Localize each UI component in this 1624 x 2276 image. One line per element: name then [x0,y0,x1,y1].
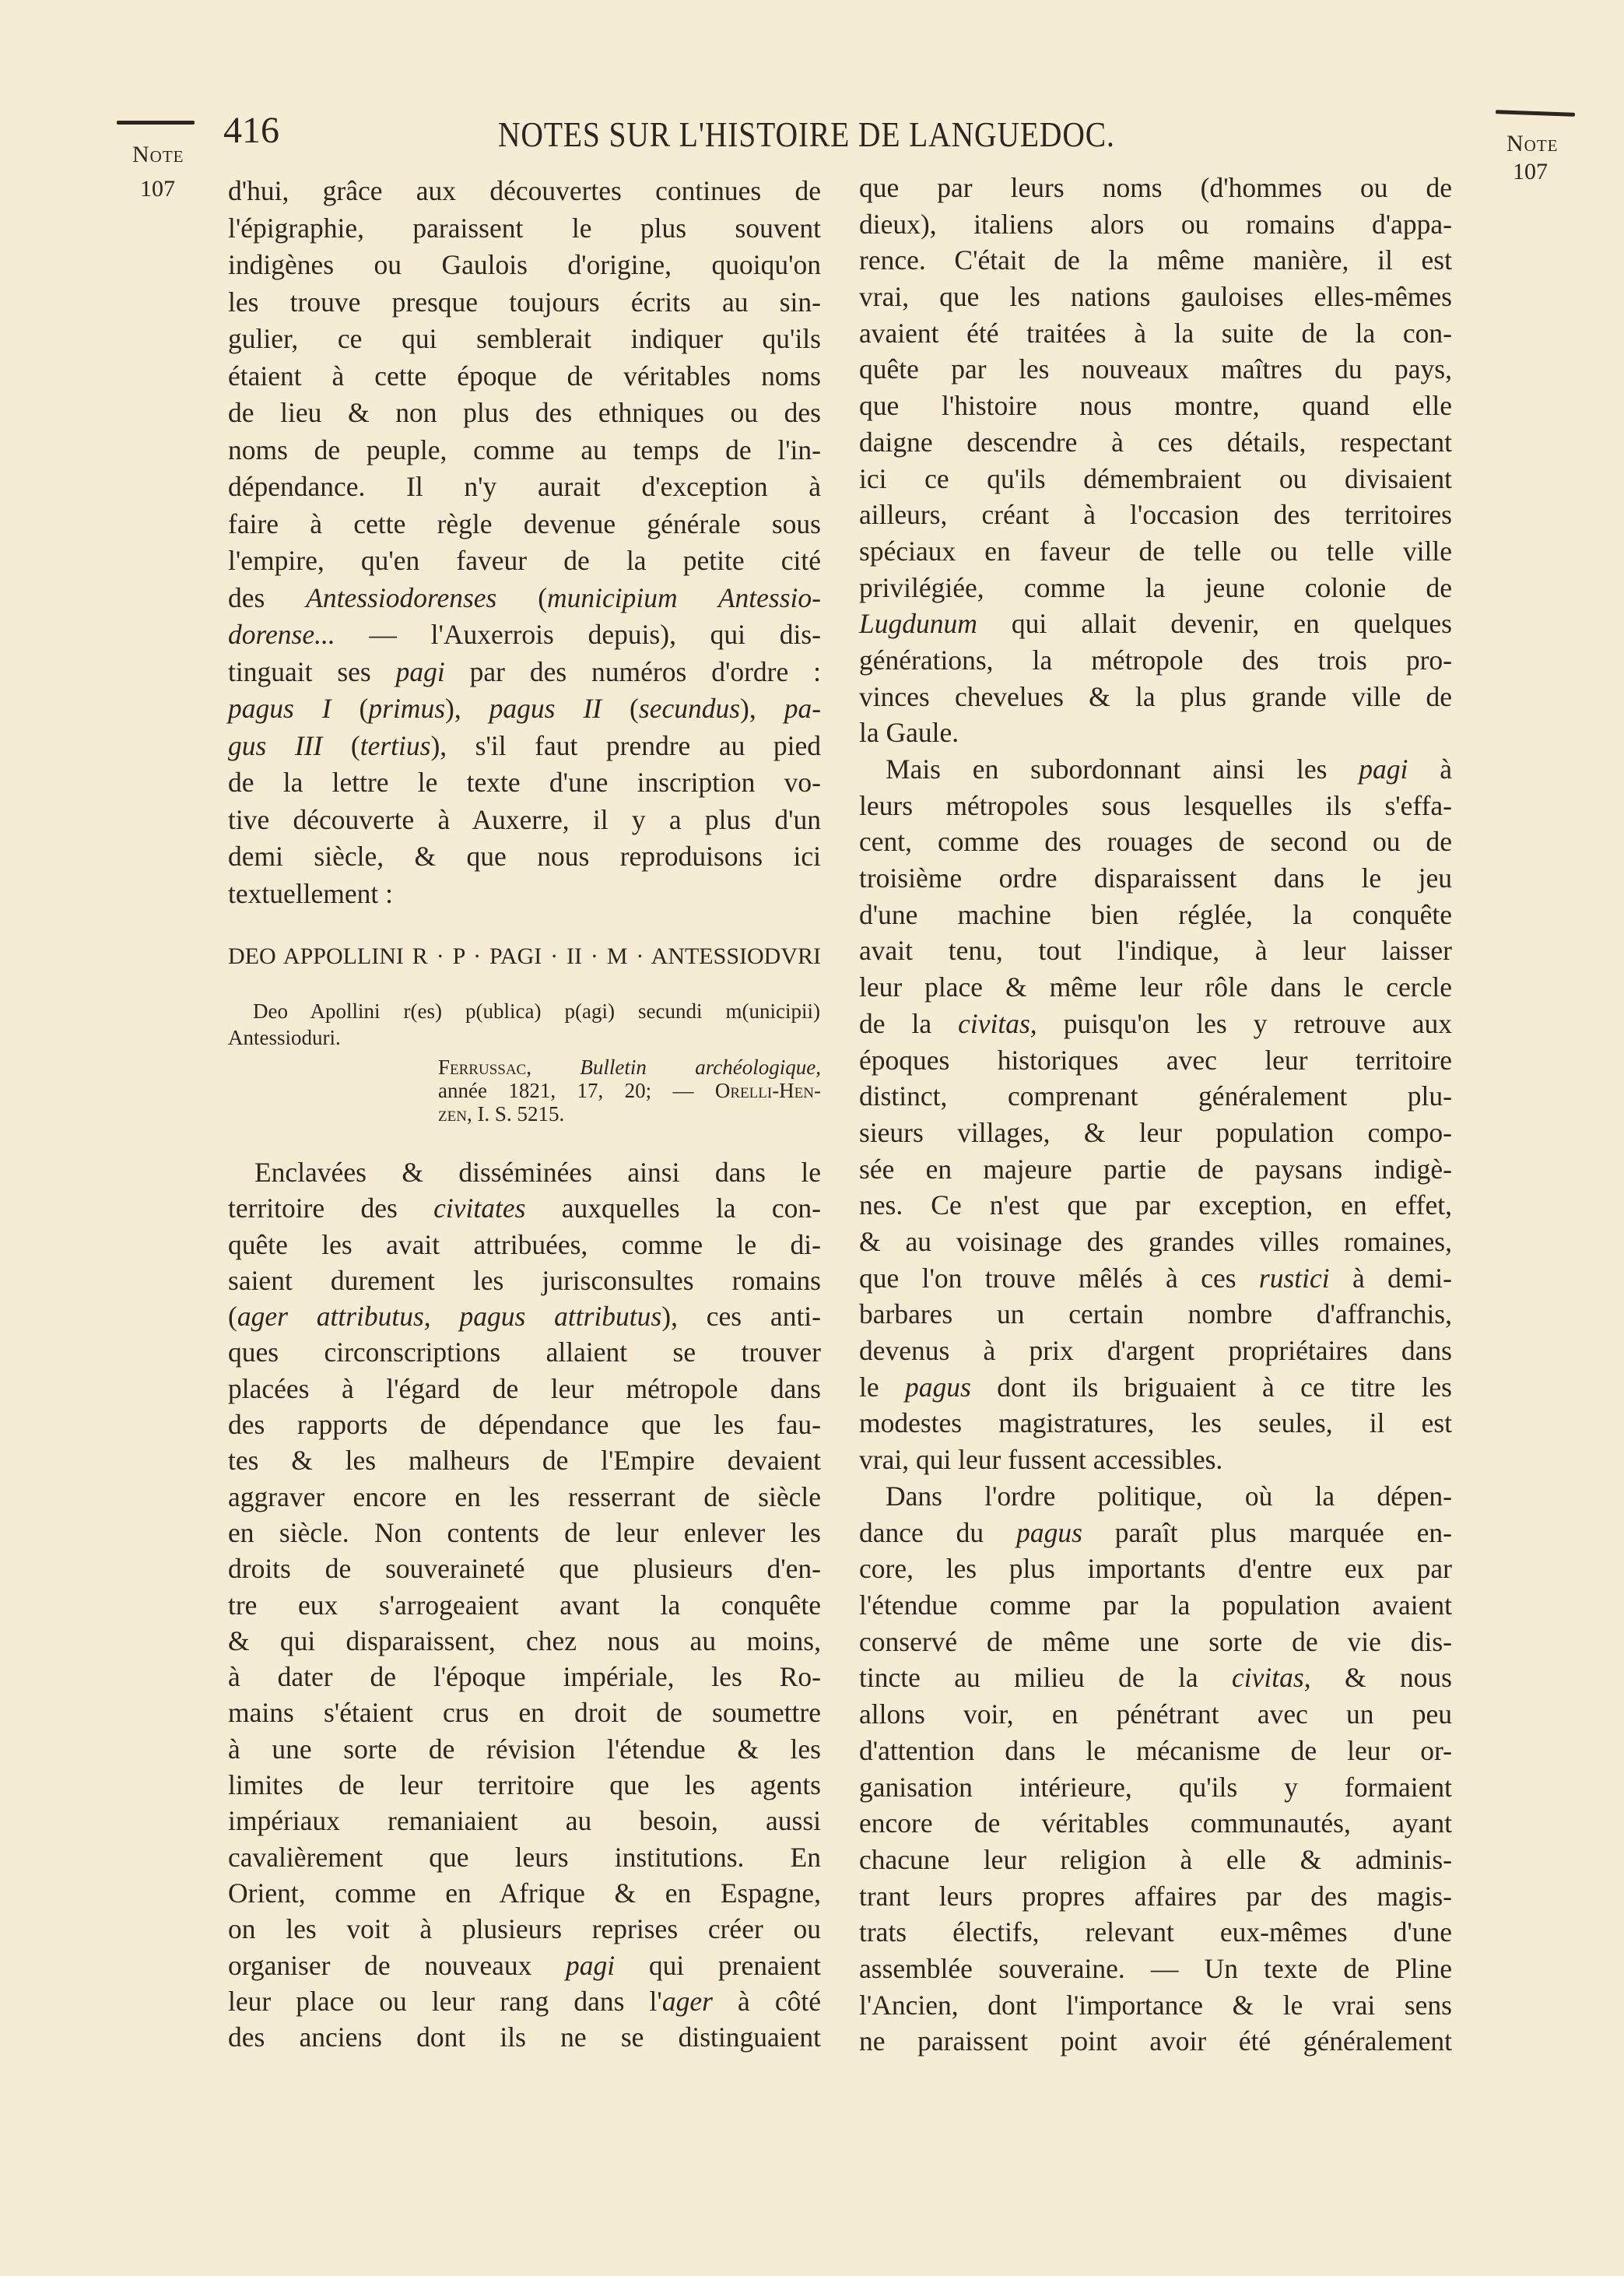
text-run: devenus à prix d'argent propriétaires dans [859,1335,1452,1366]
italic-text: pagi [1359,753,1408,785]
text-line [859,1914,1452,1951]
text-run: demi siècle, & que nous reproduisons ici [228,841,821,872]
inscription-expansion-line-2: Antessioduri. [228,1026,341,1049]
text-run: l'empire, qu'en faveur de la petite cité [228,545,821,576]
text-line [859,1224,1452,1260]
text-line [228,690,821,728]
text-line [228,358,821,395]
text-line [859,1733,1452,1769]
text-line [859,1624,1452,1660]
text-run: & au voisinage des grandes villes romaines, [859,1225,1452,1257]
source-year: année 1821, 17, 20; — [438,1079,715,1102]
text-run: à [1408,753,1452,785]
text-line [859,969,1452,1006]
text-run: Mais en subordonnant ainsi les [886,753,1359,785]
text-line [228,1587,821,1623]
text-line [228,654,821,691]
text-line [228,1154,821,1190]
text-line [228,1407,821,1442]
text-run: nes. Ce n'est que par exception, en effet, [859,1189,1452,1221]
italic-text: ager attributus, pagus attributus [237,1301,662,1333]
text-run: core, les plus importants d'entre eux par [859,1553,1452,1585]
text-line [228,469,821,506]
text-line [859,424,1452,461]
text-run: de la lettre le texte d'une inscription vo- [228,767,821,798]
text-run: ( [331,693,369,724]
text-run: ( [322,729,360,761]
text-line [228,1623,821,1659]
source-author: Ferrussac, [438,1055,531,1079]
text-run: ), [445,693,489,724]
text-line [859,1369,1452,1406]
margin-note-label-left: Note [132,142,184,167]
text-run: générations, la métropole des trois pro- [859,644,1452,676]
text-run: textuellement : [228,877,393,909]
left-column-paragraph-1 [228,173,821,912]
text-line [859,788,1452,824]
italic-text: pagus I [228,693,331,724]
italic-text: dorense... [228,619,335,650]
text-line [859,606,1452,642]
text-line [228,616,821,654]
source-second-author: Orelli-Hen- [714,1079,821,1102]
text-line [228,1875,821,1911]
italic-text: pagi [566,1949,616,1981]
text-run: trant leurs propres affaires par des magis- [859,1880,1452,1912]
text-run: organiser de nouveaux [228,1949,566,1981]
text-line [228,210,821,248]
text-line [228,543,821,580]
text-run: le [859,1371,906,1403]
text-run: paraît plus marquée en- [1082,1516,1452,1548]
page-number: 416 [223,110,279,151]
text-run: vrai, que les nations gauloises elles-mêmes [859,281,1452,313]
text-run: à dater de l'époque impériale, les Ro- [228,1661,821,1693]
text-line [859,1587,1452,1624]
text-line [859,1296,1452,1333]
text-run: droits de souveraineté que plusieurs d'en- [228,1553,821,1585]
text-line [228,1190,821,1226]
source-reference: , I. S. 5215. [466,1102,565,1126]
text-run: tes & les malheurs de l'Empire devaient [228,1445,821,1477]
italic-text: pa- [784,693,822,724]
text-line [859,1115,1452,1151]
text-line [859,242,1452,279]
running-title: NOTES SUR L'HISTOIRE DE LANGUEDOC. [498,114,1115,154]
text-line [859,1405,1452,1442]
left-column-paragraph-2 [228,1154,821,2055]
text-line [228,1515,821,1551]
text-run: des [228,581,307,613]
text-run: puisqu'on les y retrouve aux [1036,1007,1452,1039]
margin-note-number-right: 107 [1513,159,1548,184]
text-line [859,1187,1452,1224]
inscription-text: DEO APPOLLINI R · P · PAGI · II · M · ANTESSIODVRI [228,943,821,969]
source-second-author-end: zen [438,1102,467,1126]
text-run: quête les avait attribuées, comme le di- [228,1228,821,1260]
text-run: auxquelles la con- [525,1192,821,1224]
italic-text: civitates [433,1192,526,1224]
text-run: sée en majeure partie de paysans indigè- [859,1153,1452,1185]
italic-text: municipium Antessio- [547,581,821,613]
text-run: en siècle. Non contents de leur enlever les [228,1516,821,1548]
text-run: encore de véritables communautés, ayant [859,1807,1452,1839]
text-run: — l'Auxerrois depuis), qui dis- [335,619,821,650]
text-run: noms de peuple, comme au temps de l'in- [228,434,821,465]
margin-note-label-right: Note [1506,131,1559,156]
text-run: à une sorte de révision l'étendue & les [228,1733,821,1765]
text-line [228,432,821,469]
italic-text: tertius [360,729,431,761]
text-line [859,570,1452,606]
text-line [859,533,1452,570]
text-line [228,802,821,839]
text-line [228,284,821,321]
text-run: barbares un certain nombre d'affranchis, [859,1298,1452,1330]
text-run: vinces chevelues & la plus grande ville de [859,680,1452,712]
text-run: allons voir, en pénétrant avec un peu [859,1698,1452,1730]
text-run: que l'on trouve mêlés à ces [859,1262,1259,1294]
italic-text: primus [368,693,446,724]
text-line [859,1078,1452,1115]
text-run: conservé de même une sorte de vie dis- [859,1625,1452,1657]
text-run: rence. C'était de la même manière, il est [859,244,1452,276]
text-run: avaient été traitées à la suite de la con- [859,317,1452,349]
right-column-paragraph-1 [859,170,1452,751]
text-line [859,1842,1452,1878]
italic-text: ager [661,1985,713,2017]
text-line [228,1298,821,1334]
text-line [859,1515,1452,1551]
text-line [859,2023,1452,2060]
text-line [859,860,1452,897]
text-run: assemblée souveraine. — Un texte de Pline [859,1952,1452,1984]
margin-rule-right [1496,110,1575,117]
source-title: Bulletin archéologique, [580,1055,821,1079]
text-run: leur place ou leur rang dans l' [228,1985,662,2017]
text-run: la Gaule. [859,717,959,749]
text-line [859,1951,1452,1987]
italic-text: pagi [395,655,445,687]
text-run: de la [859,1007,959,1039]
text-run: ganisation intérieure, qu'ils y formaient [859,1771,1452,1803]
text-line [228,1948,821,1983]
text-line [859,388,1452,424]
text-run: des anciens dont ils ne se distinguaient [228,2021,821,2053]
text-run: ne paraissent point avoir été généralement [859,2025,1452,2057]
text-run: à demi- [1329,1262,1452,1294]
right-column-paragraph-3 [859,1478,1452,2060]
text-line [228,395,821,432]
text-run: à côté [712,1985,821,2017]
text-line [859,1042,1452,1079]
text-run: limites de leur territoire que les agents [228,1769,821,1801]
text-run: des rapports de dépendance que les fau- [228,1409,821,1441]
text-line [228,1263,821,1298]
text-run: l'Ancien, dont l'importance & le vrai sens [859,1989,1452,2021]
text-run: Orient, comme en Afrique & en Espagne, [228,1877,821,1909]
text-run: Enclavées & disséminées ainsi dans le [254,1157,821,1188]
text-run: dont ils briguaient à ce titre les [970,1371,1453,1403]
text-line [859,751,1452,788]
text-run: étaient à cette époque de véritables noms [228,360,821,392]
italic-text: Antessiodorenses [306,581,497,613]
text-run: trats électifs, relevant eux-mêmes d'une [859,1916,1452,1948]
text-line [228,1695,821,1730]
text-line [859,679,1452,715]
text-run: les trouve presque toujours écrits au sin- [228,286,821,318]
text-line [228,1479,821,1515]
text-run: indigènes ou Gaulois d'origine, quoiqu'on [228,249,821,280]
italic-text: pagus II [489,693,602,724]
text-run: ( [602,693,639,724]
inscription-expansion-line-1: Deo Apollini r(es) p(ublica) p(agi) secundi m(unicipii) [253,999,820,1023]
text-line [228,1442,821,1478]
text-line [859,1551,1452,1587]
text-line [859,1006,1452,1042]
italic-text: civitas, [1232,1662,1311,1694]
text-line [859,1878,1452,1915]
text-run: faire à cette règle devenue générale sous [228,508,821,539]
text-run: ), [740,693,784,724]
text-run: & qui disparaissent, chez nous au moins, [228,1624,821,1656]
text-line [228,1731,821,1767]
text-line [859,1805,1452,1842]
text-run: Dans l'ordre politique, où la dépen- [886,1480,1452,1512]
text-run: aggraver encore en les resserrant de siècle [228,1480,821,1512]
text-run: quête par les nouveaux maîtres du pays, [859,353,1452,385]
italic-text: civitas, [958,1007,1037,1039]
text-run: qui allait devenir, en quelques [977,608,1452,640]
text-line [859,1696,1452,1733]
text-line [859,1260,1452,1297]
text-line [859,351,1452,388]
text-run: chacune leur religion à elle & adminis- [859,1843,1452,1875]
text-run: d'attention dans le mécanisme de leur or- [859,1734,1452,1766]
text-line [859,279,1452,315]
text-run: sieurs villages, & leur population compo- [859,1116,1452,1148]
text-run: ), s'il faut prendre au pied [430,729,822,761]
text-run: par des numéros d'ordre : [444,655,821,687]
text-run: tinguait ses [228,655,396,687]
text-run: l'épigraphie, paraissent le plus souvent [228,212,821,244]
text-run: ( [228,1301,237,1333]
text-line [228,1803,821,1839]
text-run: vrai, qui leur fussent accessibles. [859,1444,1223,1476]
text-run: cavalièrement que leurs institutions. En [228,1841,821,1873]
text-line [859,1478,1452,1515]
text-line [228,1371,821,1407]
text-line [859,1151,1452,1188]
text-line [228,173,821,210]
text-run: ailleurs, créant à l'occasion des territoires [859,499,1452,531]
text-run: dance du [859,1516,1017,1548]
text-line [228,838,821,876]
text-run: que l'histoire nous montre, quand elle [859,390,1452,422]
text-run: daigne descendre à ces détails, respectant [859,426,1452,458]
text-run: mains s'étaient crus en droit de soumettre [228,1697,821,1729]
text-run: qui prenaient [615,1949,821,1981]
text-run: ici ce qu'ils démembraient ou divisaient [859,462,1452,494]
text-run: tre eux s'arrogeaient avant la conquête [228,1589,821,1621]
text-line [228,1227,821,1263]
text-line [859,206,1452,243]
text-run: que par leurs noms (d'hommes ou de [859,172,1452,203]
italic-text: secundus [638,693,741,724]
text-run: dieux), italiens alors ou romains d'appa- [859,208,1452,240]
text-line [228,1659,821,1695]
text-run: l'étendue comme par la population avaient [859,1589,1452,1621]
text-line [228,1839,821,1875]
italic-text: Lugdunum [859,608,977,640]
text-line [228,247,821,284]
text-run: privilégiée, comme la jeune colonie de [859,571,1452,603]
inscription-source [438,1055,821,1126]
text-line [859,497,1452,533]
text-line [859,1769,1452,1806]
italic-text: gus III [228,729,323,761]
text-run: modestes magistratures, les seules, il est [859,1407,1452,1439]
text-line [859,315,1452,352]
text-line [859,170,1452,206]
text-run: tive découverte à Auxerre, il y a plus d'un [228,803,821,835]
text-line [228,1767,821,1803]
italic-text: pagus [1016,1516,1082,1548]
italic-text: rustici [1258,1262,1330,1294]
text-line [859,1442,1452,1478]
right-column-paragraph-2 [859,751,1452,1478]
text-run: d'hui, grâce aux découvertes continues de [228,175,821,206]
text-line [859,897,1452,933]
text-run: distinct, comprenant généralement plu- [859,1080,1452,1112]
text-line [228,580,821,617]
text-line [228,1911,821,1947]
text-run: cent, comme des rouages de second ou de [859,826,1452,858]
italic-text: pagus [905,1371,971,1403]
text-line [228,728,821,765]
text-run: & nous [1310,1662,1452,1694]
text-line [228,764,821,802]
margin-note-number-left: 107 [140,176,175,202]
text-run: d'une machine bien réglée, la conquête [859,898,1452,930]
text-line [859,1660,1452,1696]
text-line [228,321,821,358]
text-run: ), ces anti- [661,1301,821,1333]
text-line [859,715,1452,751]
margin-rule-left [117,121,195,125]
text-run: avait tenu, tout l'indique, à leur laisser [859,935,1452,967]
text-run: territoire des [228,1192,434,1224]
text-run: placées à l'égard de leur métropole dans [228,1372,821,1404]
text-run: saient durement les jurisconsultes romains [228,1264,821,1296]
text-run: spéciaux en faveur de telle ou telle ville [859,535,1452,567]
text-run: ques circonscriptions allaient se trouver [228,1336,821,1368]
text-run: gulier, ce qui semblerait indiquer qu'ils [228,323,821,354]
text-line [228,1983,821,2019]
text-line [859,642,1452,679]
text-run: on les voit à plusieurs reprises créer ou [228,1913,821,1945]
text-line [859,461,1452,497]
text-run: tincte au milieu de la [859,1662,1233,1694]
text-line [859,1333,1452,1369]
text-line [228,506,821,543]
text-line [859,933,1452,969]
text-line [228,1334,821,1370]
text-run: ( [496,581,548,613]
text-line [859,824,1452,860]
text-run: époques historiques avec leur territoire [859,1044,1452,1076]
text-run: impériaux remaniaient au besoin, aussi [228,1805,821,1837]
text-run: de lieu & non plus des ethniques ou des [228,397,821,428]
text-run: leur place & même leur rôle dans le cercle [859,971,1452,1003]
text-run: leurs métropoles sous lesquelles ils s'effa- [859,789,1452,821]
text-run: troisième ordre disparaissent dans le jeu [859,862,1452,894]
text-line [228,1551,821,1586]
text-line [228,876,821,913]
text-line [859,1987,1452,2024]
text-run: dépendance. Il n'y aurait d'exception à [228,471,821,502]
text-line [228,2019,821,2055]
